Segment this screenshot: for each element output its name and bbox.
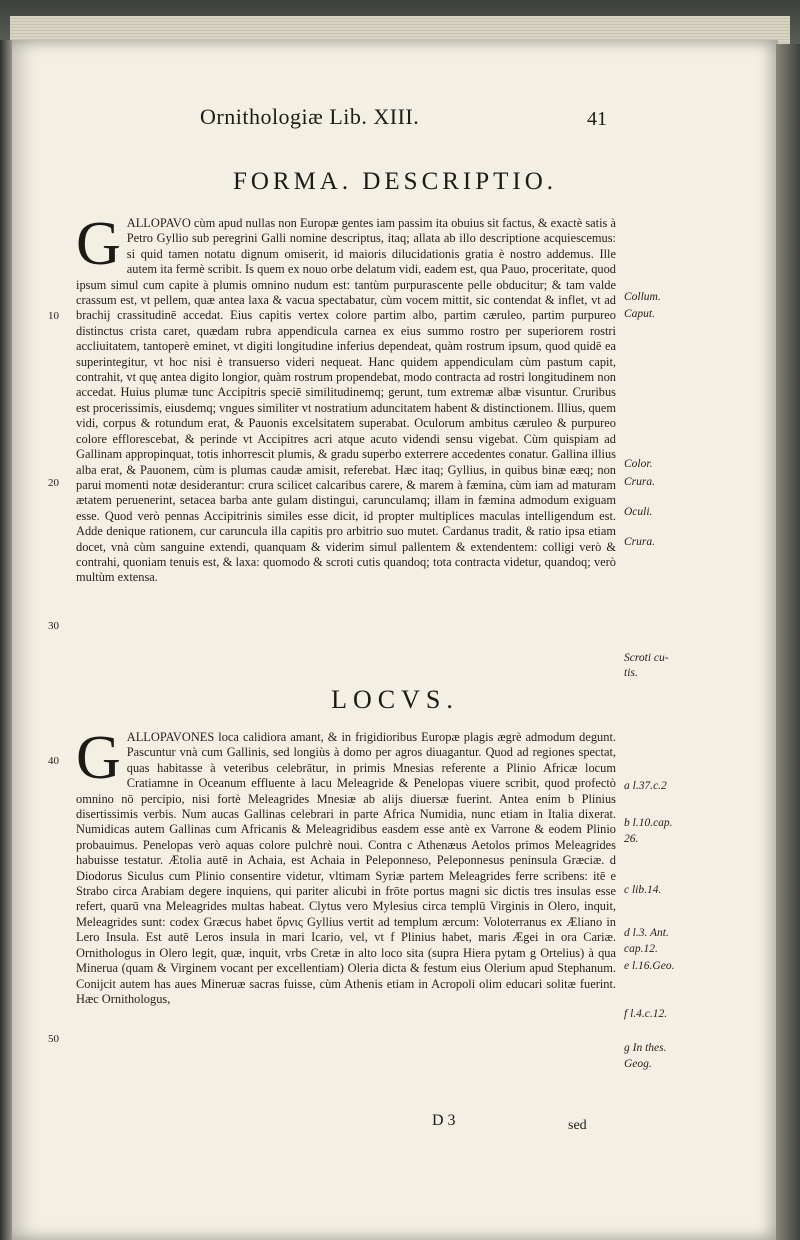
catchword: sed (568, 1118, 587, 1133)
line-number: 30 (48, 620, 59, 632)
margin-note: f l.4.c.12. (624, 1008, 668, 1020)
margin-note: tis. (624, 667, 638, 679)
drop-cap: G (76, 724, 121, 792)
margin-note: Crura. (624, 536, 655, 548)
margin-note: Caput. (624, 308, 655, 320)
line-number: 50 (48, 1033, 59, 1045)
margin-note: b l.10.cap. (624, 817, 673, 829)
paragraph-descriptio (76, 210, 616, 586)
margin-note: Geog. (624, 1058, 652, 1070)
paragraph-locus (76, 724, 616, 1007)
section-title-locus: LOCVS. (331, 685, 459, 714)
page-header (12, 104, 778, 134)
signature-mark: D 3 (432, 1112, 456, 1129)
margin-note: Color. (624, 458, 653, 470)
margin-note: e l.16.Geo. (624, 960, 675, 972)
line-number: 20 (48, 477, 59, 489)
section-title-forma: FORMA. DESCRIPTIO. (232, 168, 558, 195)
margin-note: Collum. (624, 291, 661, 303)
margin-note: Crura. (624, 476, 655, 488)
margin-note: 26. (624, 833, 639, 845)
margin-note: c lib.14. (624, 884, 662, 896)
line-number: 40 (48, 755, 59, 767)
margin-note: a l.37.c.2 (624, 780, 667, 792)
page-fore-edge (776, 44, 800, 1240)
running-head: Ornithologiæ Lib. XIII. (200, 104, 420, 129)
page-number: 41 (587, 108, 607, 130)
margin-note: cap.12. (624, 943, 658, 955)
paragraph-text: ALLOPAVO cùm apud nullas non Europæ gentes iam passim ita obuius sit factus, & exactè satis à Petro Gyllio sub peregrini Galli nomine descriptus, itaq; allata ab illo descriptione acquiescemus: si quid tamen notatu dignum omiserit, id maioris dilucidationis gratia è nostro addemus. Ille autem ita fermè scribit. Is quem ex nouo orbe delatum vidi, eadem est, qua Pauo, proceritate, quod ipsum simul cum capite à plumis omnino nudum est: tantùm purpurascente pelle obducitur; & tam valde crassum est, vt pellem, quæ antea laxa & vacua spectabatur, cùm vocem mittit, sic contendat & inflet, vt ad brachij crassitudinē accedat. Eius capitis vertex colore partim albo, partim cæruleo, partim purpureo distinctus crista caret, quædam rubra appendicula carnea ex eius summo rostro per superiorem rostri accliuitatem, tantoperè eminet, vt digiti longitudine inferius dependeat, quàm rostrum ipsum, quod quidē ea superintegitur, vt hoc nisi è transuerso videri nequeat. Hanc quidem appendiculam cùm pastum capit, contrahit, vt quę antea digito longior, quàm rostrum propendebat, modo contracta ad rostri longitudinem non accedat. Huius plumæ tunc Accipitris speciē similitudinemq; gerunt, tum extremæ albæ visuntur. Cruribus est procerissimis, eiusdemq; vngues similiter vt nostratium aduncitatem habent & distinctionem. Illius, quem vidi, corpus & rotundum erat, & Pauonis excelsitatem superabat. Oculorum ambitus cæruleo & purpureo colore efflorescebat, & perinde vt Accipitres acri atque acuto videndi sensu vigebat. Cùm quispiam ad Gallinam appropinquat, totis inhorrescit plumis, & gradu superbo exterrere accedentes conatur. Gallina illius alba erat, & Pauonem, cùm is plumas caudæ amisit, referebat. Hæc itaq; Gyllius, in quibus binæ eæq; non parui momenti notæ desiderantur: crura scilicet calcaribus carere, & marem à fæmina, cùm iam ad maturam ætatem peruenerint, setacea barba ante gulam distingui, carunculamq; illam in fæmina admodum exiguam esse. Quod verò pennas Accipitrinis similes esse dicit, id propter multiplices maculas intelligendum est. Adde denique rationem, cur caruncula illa capitis pro arbitrio suo mutet. Cardanus tradit, & ratio ipsa etiam docet, vnà cùm sanguine extendi, quanquam & viderim simul pallentem & extendentem: colligi verò & contrahi, quoniam tenuis est, & laxa: quomodo & scroti cutis quandoq; tota contracta videtur, quandoq; verò multùm extensa. (76, 216, 616, 585)
margin-note: d l.3. Ant. (624, 927, 669, 939)
margin-note: g In thes. (624, 1042, 667, 1054)
margin-note: Scroti cu- (624, 652, 669, 664)
margin-note: Oculi. (624, 506, 653, 518)
paragraph-text: ALLOPAVONES loca calidiora amant, & in frigidioribus Europæ plagis ægrè admodum degunt. Pascuntur vnà cum Gallinis, sed longiùs à domo per agros diuagantur. Quod ad regiones spectat, quas habitasse à veteribus celebrātur, in primis Mnesias referente a Plinio Africæ locum Cratiamne in Oceanum effluente à lacu Meleagride & Penelopas viuere scribit, quod profectò omnino nō percipio, nisi fortè Meleagrides Mnesiæ ab alijs diuersæ fuerint. Antea enim b Plinius disertissimis verbis. Num aucas Gallinas celebrari in parte Africa Numidia, nunc etiam in Italia dixerat. Numidicas autem Gallinas cum Africanis & Meleagridibus easdem esse antè ex Varrone & eodem Plinio probauimus. Penelopas verò aquas colore pulchrè noui. Contra c Athenæus Aetolos primos Meleagrides habuisse testatur. Ætolia autē in Achaia, est Achaia in Peleponneso, Peleponnesus peninsula Græciæ. d Diodorus Siculus cum Plinio consentire videtur, vltimam Syriæ partem Meleagrides ferre scribens: itē e Strabo circa Arabiam degere inquiens, qui pariter alicubi in frōte portus magni sic dictis tres insulas esse refert, quarū vna Meleagrides multas habeat. Clytus vero Mylesius circa templū Virginis in Olero, inquit, Meleagrides sunt: codex Græcus habet ὄρνις Gyllius vertit ad templum ærcum: Voloterranus ex Æliano in Lero Insula. Est autē Leros insula in mari Icario, vel, vt f Plinius habet, maris Ægei in ora Cariæ. Ornithologus in Olero legit, quæ, inquit, vrbs Cretæ in alto loco sita (supra Hiera pytam g Ortelius) à qua Minerua (quam & Virginem vocant per excellentiam) Oleria dicta & festum eius Olerium apud Stephanum. Conijcit autem has aues Mineruæ sacras fuisse, cùm Athenis etiam in Acropoli olim educari solitæ fuerint. Hæc Ornithologus, (76, 730, 616, 1006)
drop-cap: G (76, 210, 121, 278)
line-number: 10 (48, 310, 59, 322)
book-page (12, 40, 778, 1240)
